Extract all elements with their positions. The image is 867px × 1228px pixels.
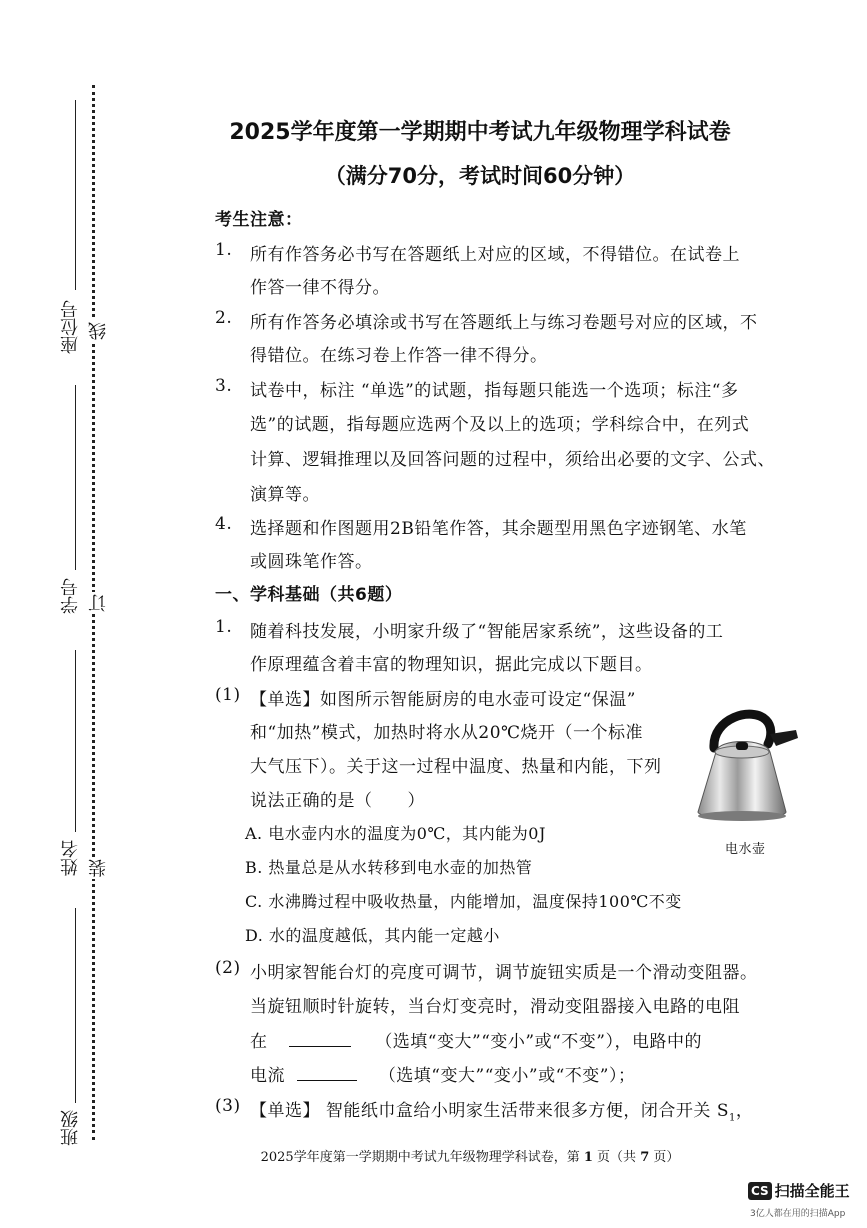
switch-subscript: 1: [728, 1112, 736, 1124]
notice-1-num: 1.: [215, 240, 233, 260]
notice-4-line-1: 选择题和作图题用2B铅笔作答，其余题型用黑色字迹钢笔、水笔: [250, 519, 747, 539]
figure-caption: 电水壶: [725, 842, 766, 857]
margin-mark-bind: 装: [86, 857, 112, 879]
q1-sub2-num: (2): [215, 958, 241, 978]
notice-3-line-1: 试卷中，标注 “单选”的试题，指每题只能选一个选项；标注“多: [250, 381, 739, 401]
notice-2-line-1: 所有作答务必填涂或书写在答题纸上与练习卷题号对应的区域，不: [250, 313, 758, 333]
scanner-watermark: [748, 1180, 850, 1201]
footer-text-b: 页（共: [597, 1150, 637, 1165]
name-label: 姓名: [60, 840, 81, 876]
notice-4-line-2: 或圆珠笔作答。: [250, 552, 373, 572]
q1-sub1-line-2: 和“加热”模式，加热时将水从20℃烧开（一个标准: [250, 723, 644, 743]
seat-number-label: 座位号: [60, 300, 81, 354]
notice-3-line-3: 计算、逻辑推理以及回答问题的过程中，须给出必要的文字、公式、: [250, 450, 775, 470]
q1-sub2-line-4: [250, 1061, 635, 1086]
camscanner-logo-icon: CS: [748, 1182, 772, 1200]
notice-2-line-2: 得错位。在练习卷上作答一律不得分。: [250, 346, 548, 366]
notice-3-line-2: 选”的试题，指每题应选两个及以上的选项；学科综合中，在列式: [250, 415, 750, 435]
q1-sub2-line-3: [250, 1027, 702, 1052]
footer-total-pages: 7: [640, 1150, 650, 1165]
option-b: B. 热量总是从水转移到电水壶的加热管: [245, 858, 533, 877]
q1-sub3-end: ，: [735, 1101, 754, 1121]
footer-text-a: 2025学年度第一学期期中考试九年级物理学科试卷，第: [260, 1150, 580, 1165]
section-1-heading: 一、学科基础（共6题）: [215, 585, 403, 605]
class-blank: [75, 908, 76, 1103]
option-a: A. 电水壶内水的温度为0℃，其内能为0J: [245, 824, 546, 843]
watermark-tagline: 3亿人都在用的扫描App: [750, 1209, 846, 1219]
notice-3-num: 3.: [215, 376, 233, 396]
current-answer-blank[interactable]: [297, 1066, 357, 1081]
page-footer: [0, 1146, 867, 1165]
q1-sub2-line-2: 当旋钮顺时针旋转，当台灯变亮时，滑动变阻器接入电路的电阻: [250, 997, 740, 1017]
notice-2-num: 2.: [215, 308, 233, 328]
notice-1-line-1: 所有作答务必书写在答题纸上对应的区域，不得错位。在试卷上: [250, 245, 740, 265]
q1-sub2-line-3-suffix: （选填“变大”“变小”或“不变”），电路中的: [375, 1032, 702, 1052]
footer-text-c: 页）: [653, 1150, 680, 1165]
electric-kettle-image: [688, 708, 803, 828]
exam-subtitle: （满分70分，考试时间60分钟）: [324, 164, 636, 188]
notice-heading: 考生注意：: [215, 210, 303, 230]
option-d: D. 水的温度越低，其内能一定越小: [245, 926, 500, 945]
q1-sub3-text: 【单选】 智能纸巾盒给小明家生活带来很多方便，闭合开关: [250, 1101, 711, 1121]
option-c: C. 水沸腾过程中吸收热量，内能增加，温度保持100℃不变: [245, 892, 682, 911]
notice-3-line-4: 演算等。: [250, 485, 320, 505]
student-id-label: 学号: [60, 578, 81, 614]
q1-sub2-line-3-prefix: 在: [250, 1032, 268, 1052]
q1-line-2: 作原理蕴含着丰富的物理知识，据此完成以下题目。: [250, 655, 653, 675]
q1-sub2-line-4-suffix: （选填“变大”“变小”或“不变”）；: [378, 1066, 636, 1086]
q1-sub1-line-1: 【单选】如图所示智能厨房的电水壶可设定“保温”: [250, 690, 636, 710]
watermark-name: 扫描全能王: [774, 1182, 850, 1200]
class-label: 班级: [60, 1110, 81, 1146]
q1-sub1-line-4: 说法正确的是（ ）: [250, 791, 425, 811]
name-blank: [75, 650, 76, 832]
exam-title: 2025学年度第一学期期中考试九年级物理学科试卷: [229, 120, 731, 145]
notice-4-num: 4.: [215, 514, 233, 534]
footer-page-number: 1: [583, 1150, 593, 1165]
margin-mark-line: 线: [86, 320, 112, 342]
q1-sub3-line-1: [250, 1096, 753, 1123]
resistance-answer-blank[interactable]: [289, 1032, 351, 1047]
q1-num: 1.: [215, 617, 233, 637]
q1-sub1-num: (1): [215, 685, 241, 705]
q1-sub2-line-1: 小明家智能台灯的亮度可调节，调节旋钮实质是一个滑动变阻器。: [250, 963, 758, 983]
notice-1-line-2: 作答一律不得分。: [250, 278, 390, 298]
q1-sub3-num: (3): [215, 1096, 241, 1116]
q1-sub2-line-4-prefix: 电流: [250, 1066, 285, 1086]
margin-mark-order: 订: [86, 592, 112, 614]
switch-symbol: S: [716, 1101, 729, 1121]
q1-sub1-line-3: 大气压下）。关于这一过程中温度、热量和内能，下列: [250, 757, 662, 777]
student-id-blank: [75, 385, 76, 570]
q1-line-1: 随着科技发展，小明家升级了“智能居家系统”，这些设备的工: [250, 622, 724, 642]
